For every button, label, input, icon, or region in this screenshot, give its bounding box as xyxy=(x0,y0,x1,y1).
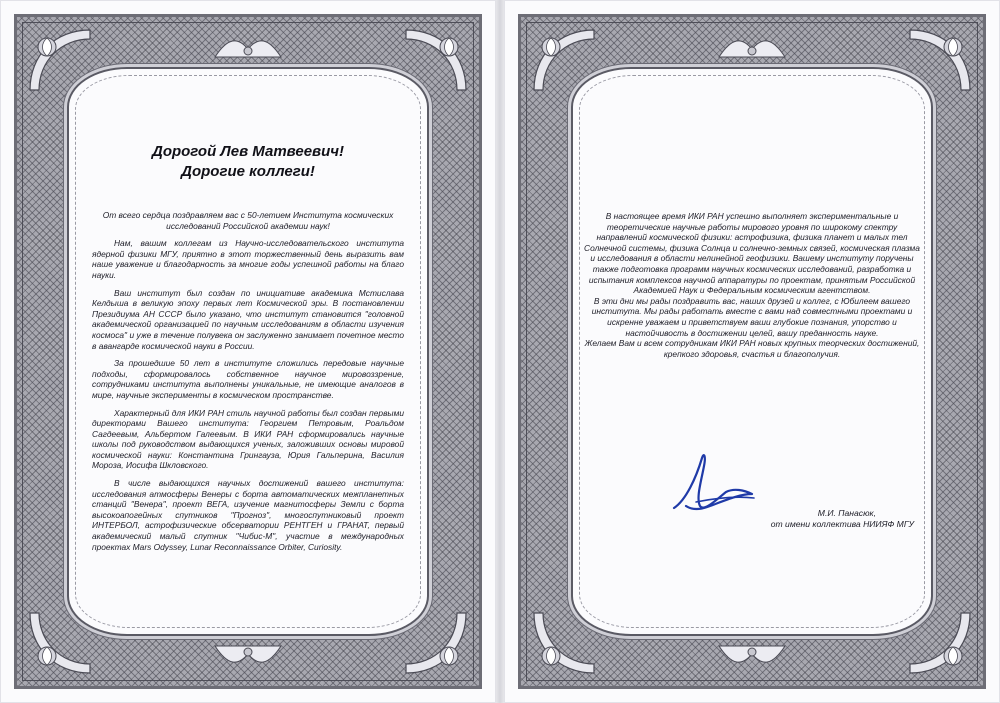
letter-paragraph: Нам, вашим коллегам из Научно-исследовательского института ядерной физики МГУ, приятно в этот торжественный день выразить вам наше уважение и благодарность за многие годы успешной работы на благо науки. xyxy=(92,238,404,280)
letter-paragraph: В настоящее время ИКИ РАН успешно выполняет экспериментальные и теоретические научные работы мирового уровня по широкому спектру направлений космической физики: астрофизика, физика планет и малых тел Солнечной системы, физика Солнца и солнечно-земных связей, космическая плазма и исследования в области нелинейной геофизики. Вашему институту поручены также подготовка программ научных космических исследований, разработка и испытания комплексов научной аппаратуры по проектам, принятым Российской Академией Наук и Федеральным космическим агентством. xyxy=(584,211,920,296)
scroll-ornament-icon xyxy=(717,642,787,668)
signatory-name: М.И. Панасюк, xyxy=(817,508,876,518)
letter-paragraph: Желаем Вам и всем сотрудникам ИКИ РАН новых крупных теорческих достижений, крепкого здоровья, счастья и благополучия. xyxy=(584,338,920,359)
signatory-organization: от имени коллектива НИИЯФ МГУ xyxy=(770,519,914,529)
greeting-heading xyxy=(92,142,404,182)
right-page xyxy=(504,0,1000,703)
left-page xyxy=(0,0,496,703)
letter-paragraph: Характерный для ИКИ РАН стиль научной работы был создан первыми директорами Вашего института: Георгием Петровым, Роальдом Сагдеевым, Альбертом Галеевым. В ИКИ РАН сформировались научные школы под руководством выдающихся ученых, заложивших основы мировой космической науки: Константина Грингауза, Юрия Гальперина, Василия Мороза, Иосифа Шкловского. xyxy=(92,407,404,471)
letter-paragraph: За прошедшие 50 лет в институте сложились передовые научные подходы, сформировалось собственное научное мировоззрение, сотрудниками института выполнены уникальные, не имеющие аналогов в мире, научные эксперименты в космическом пространстве. xyxy=(92,358,404,400)
signatory-block xyxy=(724,508,914,530)
scroll-ornament-icon xyxy=(213,35,283,61)
greeting-line-1: Дорогой Лев Матвеевич! xyxy=(151,143,344,160)
scroll-ornament-icon xyxy=(213,642,283,668)
letter-paragraph: От всего сердца поздравляем вас с 50-летием Института космических исследований Российской академии наук! xyxy=(102,210,394,231)
letter-paragraph: В эти дни мы рады поздравить вас, наших друзей и коллег, с Юбилеем вашего института. Мы рады работать вместе с вами над совместными проектами и искренне уважаем и приветствуем ваши глубокие познания, упорство и настойчивость в достижении целей, вашу преданность науке. xyxy=(591,295,913,338)
letter-paragraph: В числе выдающихся научных достижений вашего института: исследования атмосферы Венеры с борта автоматических межпланетных станций "Венера", проект ВЕГА, изучение магнитосферы Земли с борта высокоапогейных спутников "Прогноз", многоспутниковый проект ИНТЕРБОЛ, астрофизические обсерватории РЕНТГЕН и ГРАНАТ, первый академический малый спутник "Чибис-М", участие в международных проектах Mars Odyssey, Lunar Reconnaissance Orbiter, Curiosity. xyxy=(92,478,404,552)
scroll-ornament-icon xyxy=(717,35,787,61)
letter-paragraph: Ваш институт был создан по инициативе академика Мстислава Келдыша в великую эпоху первых лет Космической эры. В постановлении Президиума АН СССР было указано, что институт становится "головной академической организацией по научным исследованиям в области изучения космоса" и уже в течение полувека он заслуженно занимает почетное место в авангарде космической науки в России. xyxy=(92,287,404,351)
greeting-line-2: Дорогие коллеги! xyxy=(181,163,315,180)
left-letter-body xyxy=(92,142,404,559)
right-letter-body xyxy=(584,211,920,359)
page-fold xyxy=(496,0,504,703)
